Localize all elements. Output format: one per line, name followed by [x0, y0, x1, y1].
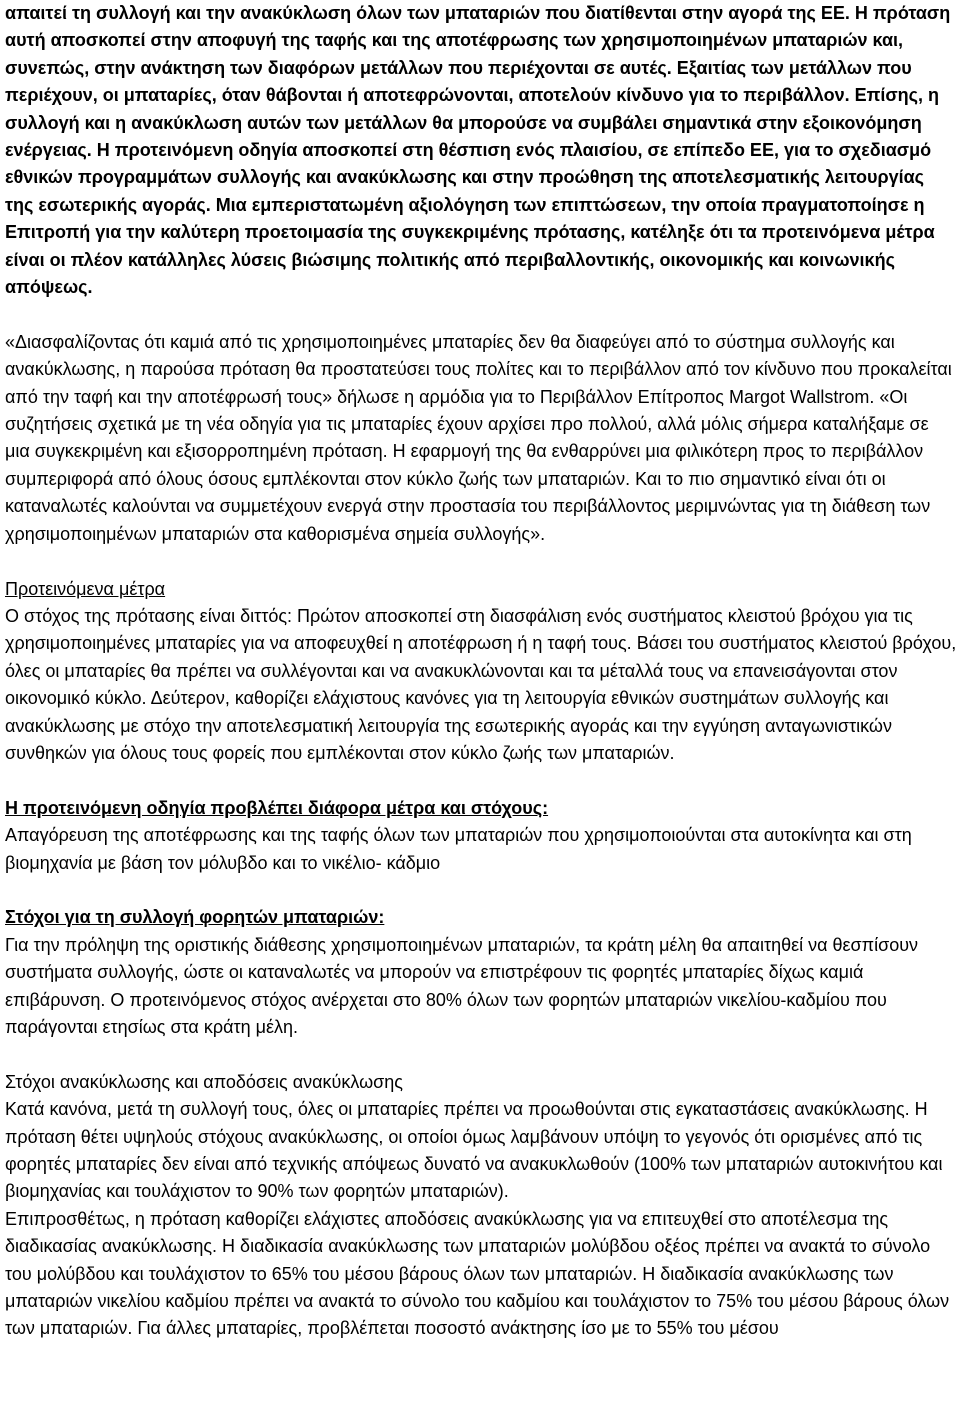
- proposed-measures-paragraph: Ο στόχος της πρότασης είναι διττός: Πρώτον αποσκοπεί στη διασφάλιση ενός συστήματος κλειστού βρόχου για τις χρησιμοποιημένες μπαταρίες για να αποφευχθεί η αποτέφρωση ή η ταφή τους. Βάσει του συστήματος κλειστού βρόχου, όλες οι μπαταρίες θα πρέπει να συλλέγονται και να ανακυκλώνονται και τα μέταλλά τους να επανεισάγονται στον οικονομικό κύκλο. Δεύτερον, καθορίζει ελάχιστους κανόνες για τη λειτουργία εθνικών συστημάτων συλλογής και ανακύκλωσης με στόχο την αποτελεσματική λειτουργία της εσωτερικής αγοράς και την εγγύηση ανταγωνιστικών συνθηκών για όλους τους φορείς που εμπλέκονται στον κύκλο ζωής των μπαταριών.: [5, 605, 957, 763]
- recycling-targets-paragraph-2: Επιπροσθέτως, η πρόταση καθορίζει ελάχιστες αποδόσεις ανακύκλωσης για να επιτευχθεί στο αποτέλεσμα της διαδικασίας ανακύκλωσης. Η διαδικασία ανακύκλωσης των μπαταριών μολύβδου οξέος πρέπει να ανακτά το σύνολο του μολύβδου και τουλάχιστον το 65% του μέσου βάρους όλων των μπαταριών. Η διαδικασία ανακύκλωσης των μπαταριών νικελίου καδμίου πρέπει να ανακτά το σύνολο του καδμίου και τουλάχιστον το 75% του μέσου βάρους όλων των μπαταριών. Για άλλες μπαταρίες, προβλέπεται ποσοστό ανάκτησης ίσο με το 55% του μέσου: [5, 1208, 950, 1339]
- intro-paragraph: απαιτεί τη συλλογή και την ανακύκλωση όλων των μπαταριών που διατίθενται στην αγορά της ΕΕ. Η πρόταση αυτή αποσκοπεί στην αποφυγή της ταφής και της αποτέφρωσης των χρησιμοποιημένων μπαταριών και, συνεπώς, στην ανάκτηση των διαφόρων μετάλλων που περιέχονται σε αυτές. Εξαιτίας των μετάλλων που περιέχουν, οι μπαταρίες, όταν θάβονται ή αποτεφρώνονται, αποτελούν κίνδυνο για το περιβάλλον. Επίσης, η συλλογή και η ανακύκλωση αυτών των μετάλλων θα μπορούσε να συμβάλει σημαντικά στην εξοικονόμηση ενέργειας. Η προτεινόμενη οδηγία αποσκοπεί στη θέσπιση ενός πλαισίου, σε επίπεδο ΕΕ, για το σχεδιασμό εθνικών προγραμμάτων συλλογής και ανακύκλωσης και στην προώθηση της αποτελεσματικής λειτουργίας της εσωτερικής αγοράς. Μια εμπεριστατωμένη αξιολόγηση των επιπτώσεων, την οποία πραγματοποίησε η Επιτροπή για την καλύτερη προετοιμασία της συγκεκριμένης πρότασης, κατέληξε ότι τα προτεινόμενα μέτρα είναι οι πλέον κατάλληλες λύσεις βιώσιμης πολιτικής από περιβαλλοντικής, οικονομικής και κοινωνικής απόψεως.: [5, 3, 951, 298]
- directive-measures-paragraph: Απαγόρευση της αποτέφρωσης και της ταφής όλων των μπαταριών που χρησιμοποιούνται στα αυτοκίνητα και στη βιομηχανία με βάση τον μόλυβδο και το νικέλιο- κάδμιο: [5, 825, 912, 873]
- paragraph-gap: [5, 877, 957, 904]
- paragraph-gap: [5, 767, 957, 794]
- paragraph-gap: [5, 1041, 957, 1068]
- recycling-targets-paragraph-1: Κατά κανόνα, μετά τη συλλογή τους, όλες οι μπαταρίες πρέπει να προωθούνται στις εγκαταστάσεις ανακύκλωσης. Η πρόταση θέτει υψηλούς στόχους ανακύκλωσης, οι οποίοι όμως λαμβάνουν υπόψη το γεγονός ότι ορισμένες από τις φορητές μπαταρίες δεν είναι από τεχνικής απόψεως δυνατό να ανακυκλωθούν (100% των μπαταριών αυτοκινήτου και βιομηχανίας και τουλάχιστον το 90% των φορητών μπαταριών).: [5, 1099, 943, 1202]
- recycling-targets-heading: Στόχοι ανακύκλωσης και αποδόσεις ανακύκλωσης: [5, 1071, 403, 1092]
- document-page: [5, 0, 957, 1343]
- paragraph-gap: [5, 548, 957, 575]
- collection-targets-heading: Στόχοι για τη συλλογή φορητών μπαταριών:: [5, 907, 385, 928]
- collection-targets-paragraph: Για την πρόληψη της οριστικής διάθεσης χρησιμοποιημένων μπαταριών, τα κράτη μέλη θα απαιτηθεί να θεσπίσουν συστήματα συλλογής, ώστε οι καταναλωτές να μπορούν να επιστρέφουν τις φορητές μπαταρίες δίχως καμιά επιβάρυνση. Ο προτεινόμενος στόχος ανέρχεται στο 80% όλων των φορητών μπαταριών νικελίου-καδμίου που παράγονται ετησίως στα κράτη μέλη.: [5, 934, 919, 1037]
- quote-paragraph: «Διασφαλίζοντας ότι καμιά από τις χρησιμοποιημένες μπαταρίες δεν θα διαφεύγει από το σύστημα συλλογής και ανακύκλωσης, η παρούσα πρόταση θα προστατεύσει τους πολίτες και το περιβάλλον από τον κίνδυνο που προκαλείται από την ταφή και την αποτέφρωσή τους» δήλωσε η αρμόδια για το Περιβάλλον Επίτροπος Margot Wallstrom. «Οι συζητήσεις σχετικά με τη νέα οδηγία για τις μπαταρίες έχουν αρχίσει προ πολλού, αλλά μόλις σήμερα καταλήξαμε σε μια συγκεκριμένη και εξισορροπημένη πρόταση. Η εφαρμογή της θα ενθαρρύνει μια φιλικότερη προς το περιβάλλον συμπεριφορά από όλους όσους εμπλέκονται στον κύκλο ζωής των μπαταριών. Και το πιο σημαντικό είναι ότι οι καταναλωτές καλούνται να συμμετέχουν ενεργά στην προστασία του περιβάλλοντος μεριμνώντας για τη διάθεση των χρησιμοποιημένων μπαταριών στα καθορισμένα σημεία συλλογής».: [5, 331, 952, 544]
- proposed-measures-heading: Προτεινόμενα μέτρα: [5, 578, 166, 599]
- directive-measures-heading: Η προτεινόμενη οδηγία προβλέπει διάφορα μέτρα και στόχους:: [5, 797, 549, 818]
- paragraph-gap: [5, 301, 957, 328]
